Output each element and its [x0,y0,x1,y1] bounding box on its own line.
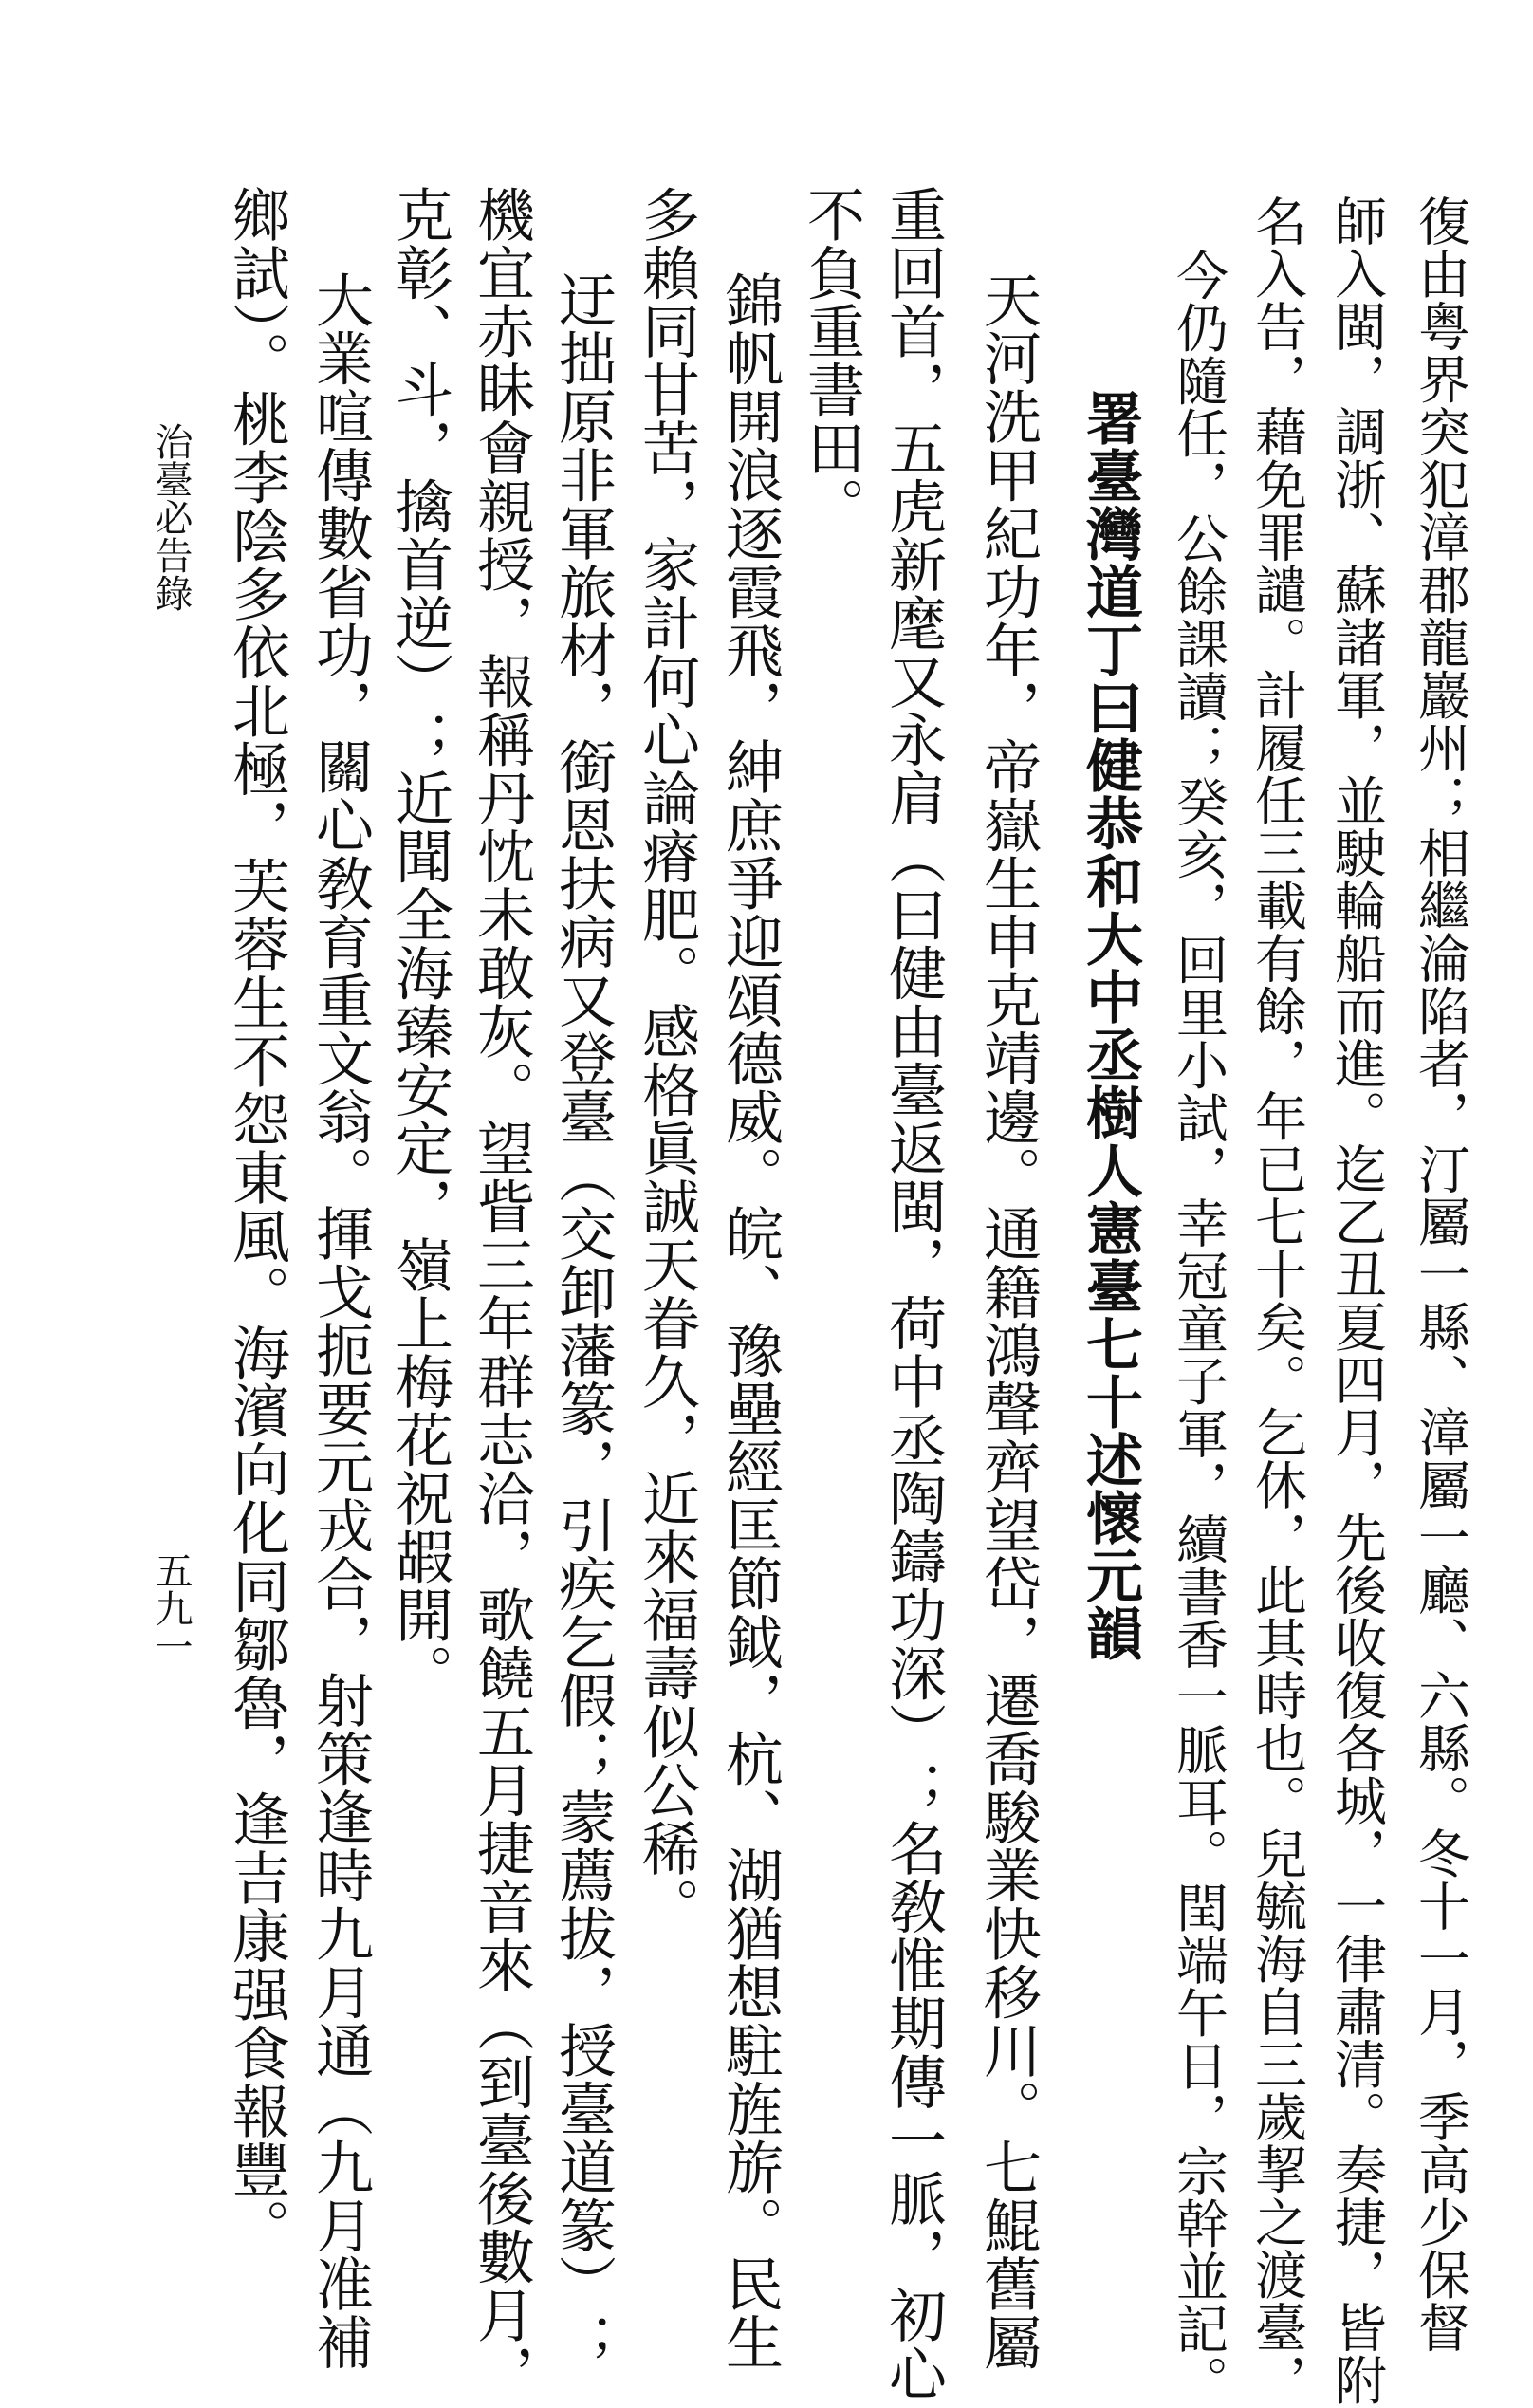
poem-column-10: 鄉試）。桃李陰多依北極，芙蓉生不怨東風。海濱向化同鄒魯，逢吉康强食報豐。 [223,185,290,2257]
note-column-4: 今仍隨任，公餘課讀；癸亥，回里小試，幸冠童子軍，續書香一脈耳。閏端午日，宗幹並記。 [1168,249,1228,2408]
note-column-3: 名入告，藉免罪譴。計履任三載有餘，年已七十矣。乞休，此其時也。兒毓海自三歲挈之渡臺， [1247,194,1307,2406]
poem-column-8: 克彰、斗，擒首逆）；近聞全海臻安定，嶺上梅花祝嘏開。 [386,185,453,1702]
poem-column-7: 機宜赤眛會親授，報稱丹忱未敢灰。望眥三年群志洽，歌饒五月捷音來（到臺後數月， [468,185,535,2402]
poem-column-1: 天河洗甲紀功年，帝嶽生申克靖邊。通籍鴻聲齊望岱，遷喬駿業快移川。七鯤舊屬 [974,270,1042,2371]
poem-column-4: 錦帆開浪逐霞飛，紳庶爭迎頌德威。皖、豫壘經匡節鉞，杭、湖猶想駐旌旂。民生 [716,270,784,2371]
page-number: 五九一 [149,1551,193,1665]
poem-title: 署臺灣道丁曰健恭和大中丞樹人憲臺七十述懷元韻 [1077,389,1143,1662]
note-column-2: 師入閩，調浙、蘇諸軍，並駛輪船而進。迄乙丑夏四月，先後收復各城，一律肅清。奏捷，皆附 [1326,194,1387,2406]
poem-column-6: 迂拙原非軍旅材，銜恩扶病又登臺（交卸藩篆，引疾乞假；蒙薦拔，授臺道篆）； [549,270,617,2371]
poem-column-9: 大業喧傳數省功，關心敎育重文翁。揮戈扼要元戎合，射策逢時九月通（九月准補 [306,270,374,2371]
note-column-1: 復由粤界突犯漳郡龍巖州；相繼淪陷者，汀屬一縣、漳屬一廳、六縣。冬十一月，季高少保督 [1410,194,1470,2354]
running-title: 治臺必告錄 [149,422,193,612]
poem-column-5: 多賴同甘苦，家計何心論瘠肥。感格眞誠天眷久，近來福壽似公稀。 [633,185,700,1936]
poem-column-2: 重回首，五虎新麾又永肩（曰健由臺返閩，荷中丞陶鑄功深）；名敎惟期傳一脈，初心 [879,185,947,2402]
poem-column-3: 不負重書田。 [798,185,865,535]
